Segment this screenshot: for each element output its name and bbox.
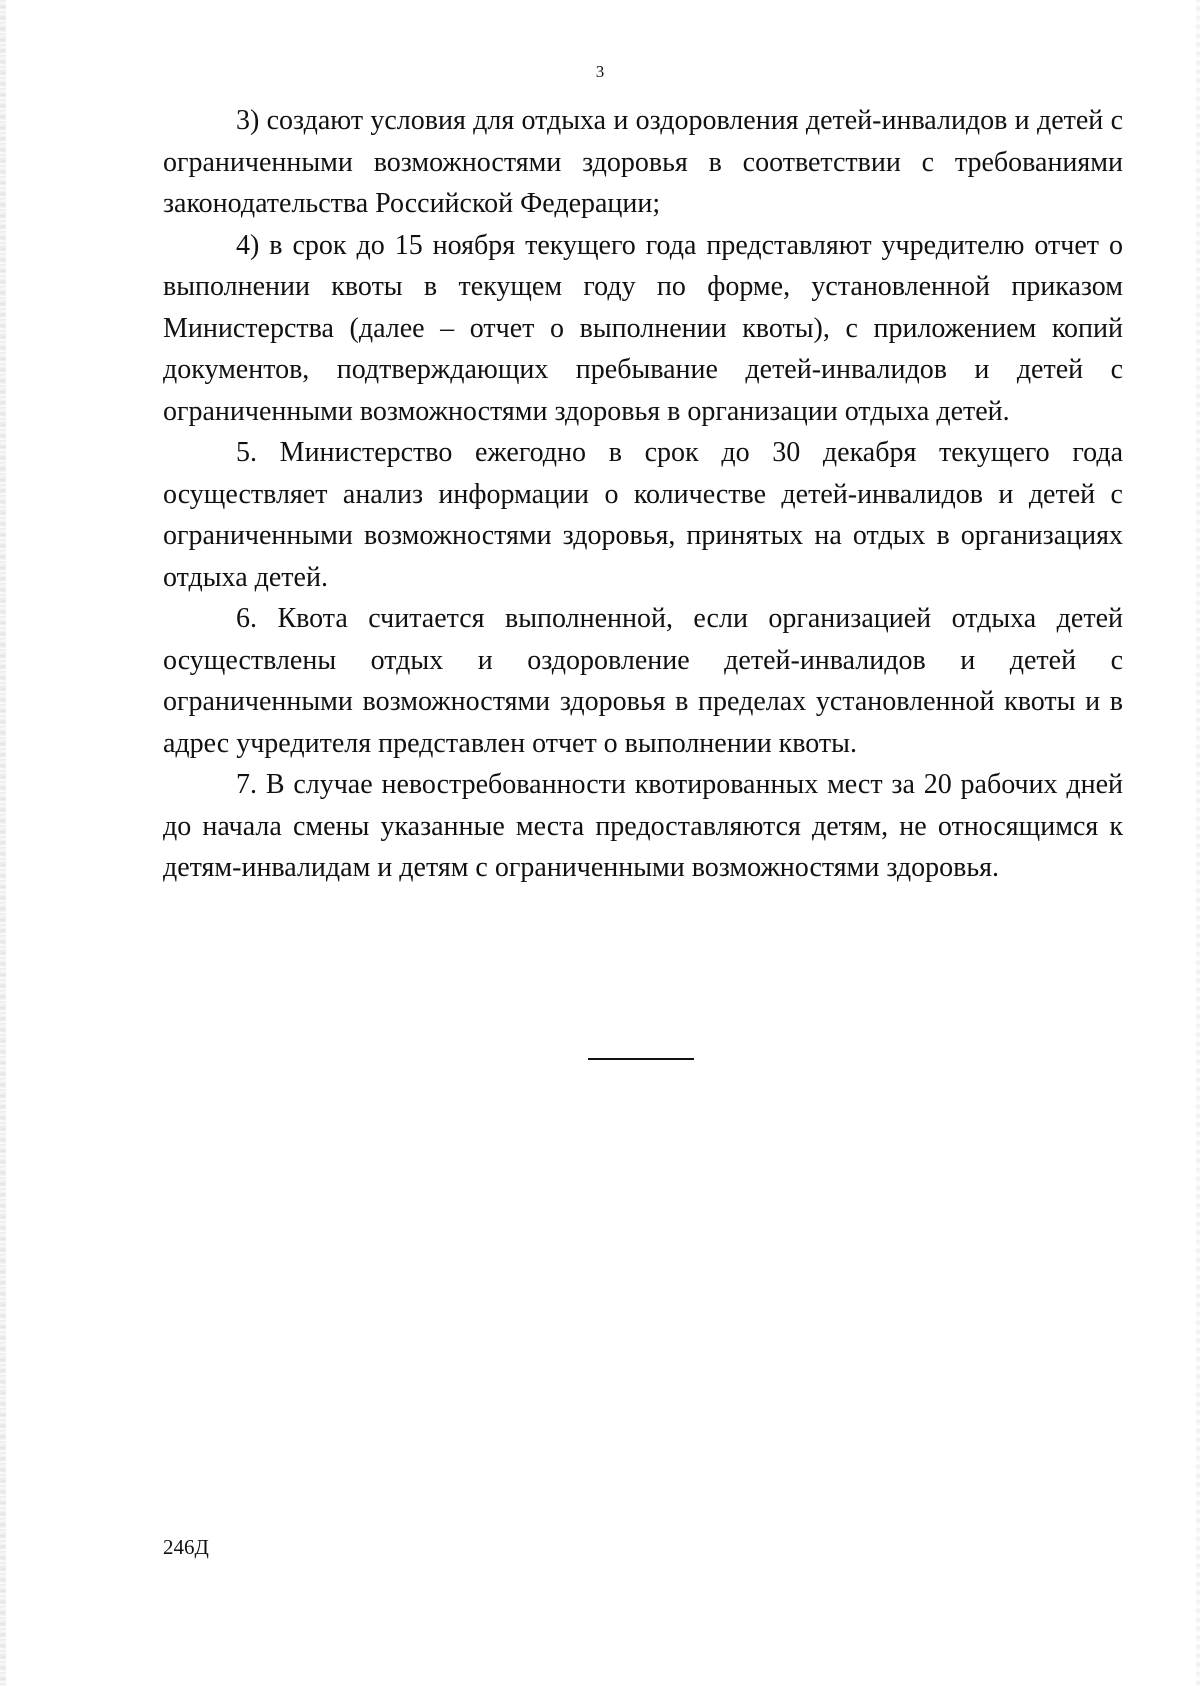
document-code: 246Д [163, 1535, 209, 1559]
page-number: 3 [595, 62, 605, 81]
closing-divider [588, 1058, 694, 1060]
paragraph-item-3: 3) создают условия для отдыха и оздоровления детей-инвалидов и детей с ограниченными возможностями здоровья в соответствии с требованиями законодательства Российской Федерации; [163, 105, 1123, 219]
scan-edge-left [0, 0, 6, 1686]
paragraph-clause-7: 7. В случае невостребованности квотированных мест за 20 рабочих дней до начала смены указанные места предоставляются детям, не относящимся к детям-инвалидам и детям с ограниченными возможностями здоровья. [163, 769, 1123, 883]
paragraph-clause-5: 5. Министерство ежегодно в срок до 30 декабря текущего года осуществляет анализ информации о количестве детей-инвалидов и детей с ограниченными возможностями здоровья, принятых на отдых в организациях отдыха детей. [163, 437, 1123, 593]
scan-edge-right [1196, 0, 1200, 1686]
paragraph-clause-6: 6. Квота считается выполненной, если организацией отдыха детей осуществлены отдых и оздоровление детей-инвалидов и детей с ограниченными возможностями здоровья в пределах установленной квоты и в адрес учредителя представлен отчет о выполнении квоты. [163, 603, 1123, 759]
document-body [163, 100, 1123, 889]
paragraph-item-4: 4) в срок до 15 ноября текущего года представляют учредителю отчет о выполнении квоты в текущем году по форме, установленной приказом Министерства (далее – отчет о выполнении квоты), с приложением копий документов, подтверждающих пребывание детей-инвалидов и детей с ограниченными возможностями здоровья в организации отдыха детей. [163, 229, 1123, 427]
